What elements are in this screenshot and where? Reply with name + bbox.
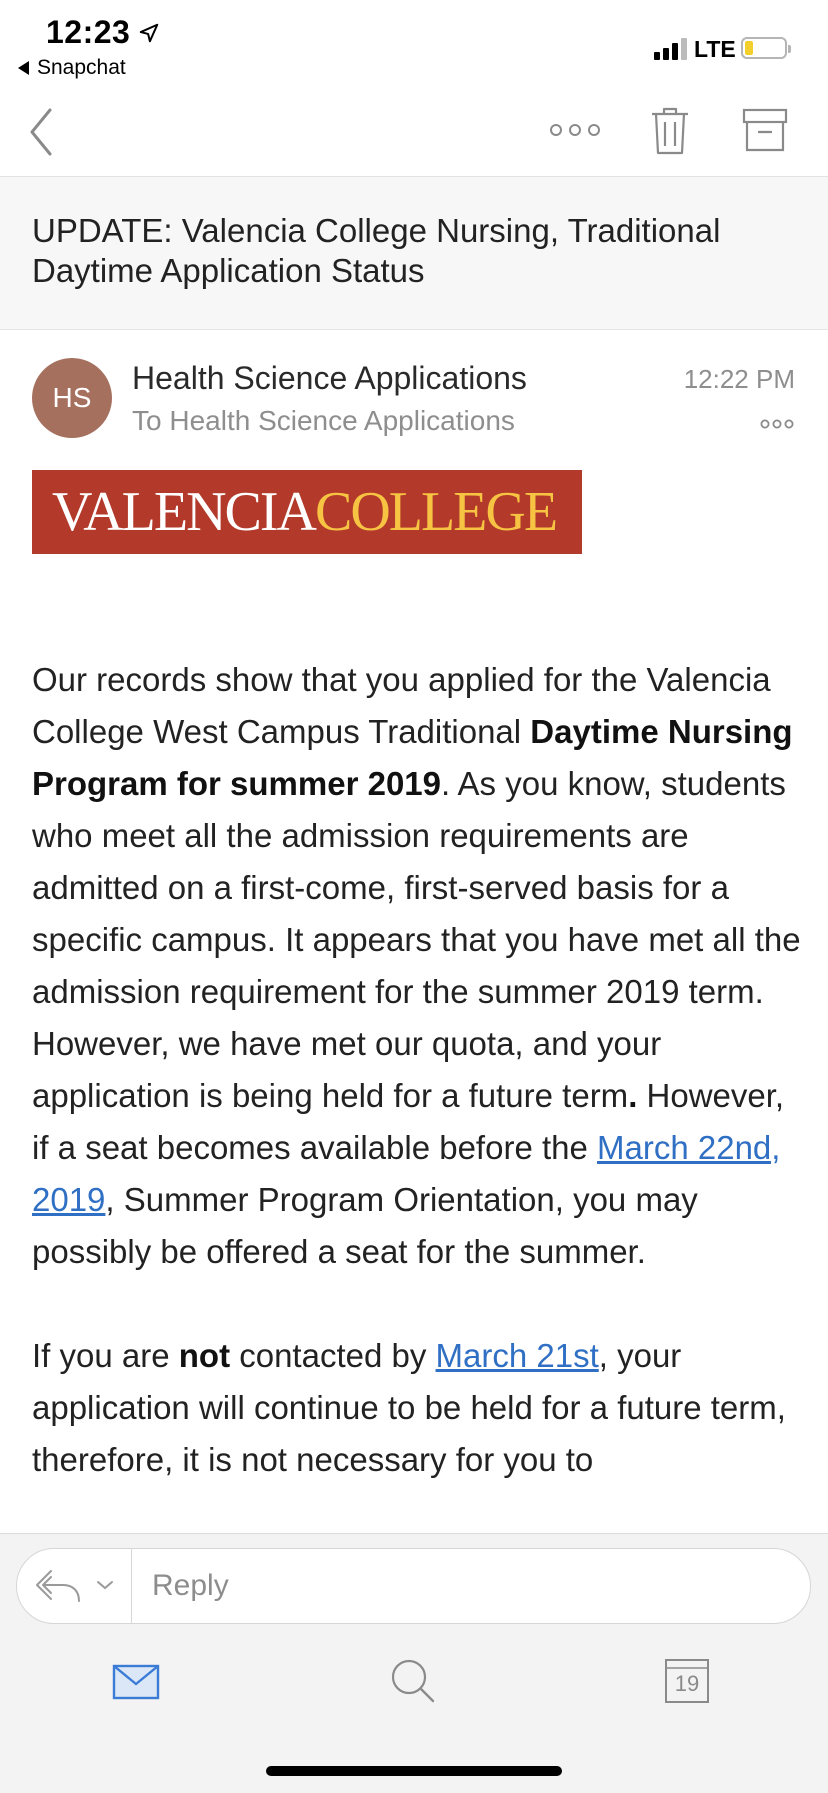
calendar-icon[interactable] <box>664 1658 710 1704</box>
avatar-initials: HS <box>52 382 92 413</box>
reply-icon[interactable] <box>33 1565 83 1605</box>
para1-text-3: However, if a seat becomes available before the <box>32 1077 785 1166</box>
recipient-line[interactable]: To Health Science Applications <box>132 405 515 436</box>
date-link-march-22[interactable]: March 22nd, 2019 <box>32 1129 781 1218</box>
email-timestamp: 12:22 PM <box>683 364 795 394</box>
para2-text-1: If you are <box>32 1337 179 1374</box>
date-link-march-21[interactable]: March 21st <box>435 1337 599 1374</box>
avatar[interactable] <box>32 358 112 438</box>
status-time: 12:23 <box>46 14 131 50</box>
more-horizontal-icon[interactable] <box>548 122 602 138</box>
para2-bold-not: not <box>178 1337 231 1374</box>
calendar-day: 19 <box>674 1671 700 1696</box>
para2-text-3: , your application will continue to be held for a future term, therefore, it is not necessary for you to <box>32 1337 786 1478</box>
para2-text-2: contacted by <box>230 1337 436 1374</box>
para1-text-1: Our records show that you applied for the Valencia College West Campus Traditional <box>32 661 771 750</box>
status-bar <box>0 0 828 88</box>
cellular-signal-icon <box>654 38 688 60</box>
reply-input[interactable]: Reply <box>152 1569 229 1602</box>
battery-icon <box>741 37 787 59</box>
reply-box[interactable] <box>16 1548 811 1624</box>
network-type: LTE <box>694 36 736 62</box>
email-subject: UPDATE: Valencia College Nursing, Traditional Daytime Application Status <box>32 212 721 289</box>
bottom-bar <box>0 1533 828 1793</box>
body-paragraph-1 <box>32 654 802 1278</box>
back-triangle-icon <box>18 61 29 75</box>
email-body <box>32 654 802 1486</box>
valencia-college-logo <box>32 470 582 554</box>
chevron-left-icon[interactable] <box>26 106 56 158</box>
logo-word-valencia: VALENCIA <box>52 481 315 543</box>
home-indicator[interactable] <box>266 1766 562 1776</box>
email-toolbar <box>0 88 828 177</box>
reply-divider <box>131 1549 132 1623</box>
back-to-app-link[interactable] <box>18 56 126 80</box>
para1-bold-period: . <box>628 1077 638 1114</box>
search-icon[interactable] <box>390 1658 436 1704</box>
para1-text-4: , Summer Program Orientation, you may possibly be offered a seat for the summer. <box>32 1181 698 1270</box>
trash-icon[interactable] <box>650 106 690 156</box>
chevron-down-icon[interactable] <box>95 1579 115 1591</box>
body-paragraph-2 <box>32 1330 802 1486</box>
subject-bar <box>0 177 828 330</box>
back-app-label: Snapchat <box>37 56 126 79</box>
para1-text-2: . As you know, students who meet all the admission requirements are admitted on a first-come, first-served basis for a specific campus. It appears that you have met all the admission requirement for the summer 2019 term. However, we have met our quota, and your application is being held for a future term <box>32 765 801 1114</box>
para1-bold-program: Daytime Nursing Program for summer 2019 <box>32 713 793 802</box>
message-more-icon[interactable] <box>759 418 795 430</box>
archive-icon[interactable] <box>742 108 788 152</box>
location-arrow-icon <box>138 22 160 44</box>
mail-icon[interactable] <box>112 1664 160 1700</box>
sender-name[interactable]: Health Science Applications <box>132 360 527 396</box>
logo-word-college: COLLEGE <box>314 481 557 543</box>
